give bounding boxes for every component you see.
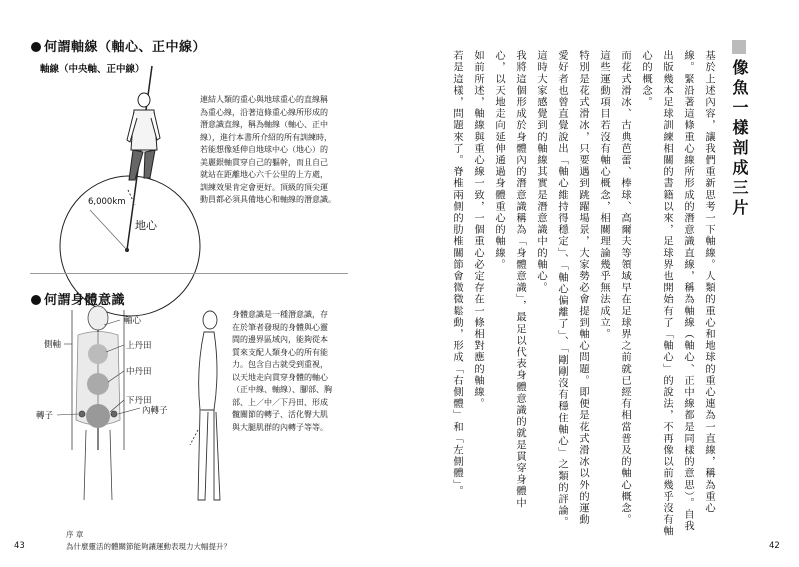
left-page <box>0 0 399 567</box>
text-column: 心的概念。 <box>640 50 652 108</box>
label-lower-dantian: 下丹田 <box>126 396 152 406</box>
text-column: 心，以天地走向延伸通過身體重心的軸線。 <box>493 50 505 271</box>
section-title-axis-line: 何謂軸線（軸心、正中線） <box>31 36 206 55</box>
text-column: 如前所述，軸線與重心線一致，一個重心必定存在一條相對應的軸線。 <box>472 50 484 410</box>
label-inner-rotor: 內轉子 <box>142 406 168 416</box>
earth-center-label: 地心 <box>135 219 157 232</box>
body-consciousness-figure <box>72 305 124 500</box>
heading-marker-icon <box>732 40 746 54</box>
body-consciousness-caption: 身體意識是一種潛意識，存 在於筆者發現的身體與心靈 間的邊界區域內，能夠從本 質來支配人類身心的所有能 力。包含自古就受到重視， 以天地走向貫穿身體的軸心 （正中線、軸線）、腳部、胸 部、上／中／下丹田、形成 髖關節的轉子、活化臀大肌 與大腿肌群的內轉子等等。 <box>232 310 332 432</box>
label-side-axis: 側軸 <box>44 340 62 350</box>
text-column: 特別是花式滑冰，只要遇到跳躍場景，大家勢必會提到軸心問題。即便是花式滑冰以外的運動 <box>577 50 589 526</box>
section-title-body-consciousness: 何謂身體意識 <box>31 289 125 308</box>
label-upper-dantian: 上丹田 <box>126 341 152 351</box>
page-number-right: 42 <box>769 541 780 551</box>
chapter-heading: 像魚一樣剖成三片 <box>728 40 751 219</box>
standing-man-icon <box>127 93 160 180</box>
footer-chapter: 序 章 <box>66 530 84 539</box>
section-divider <box>30 273 348 274</box>
page-number-left: 43 <box>14 541 25 551</box>
label-axis: 軸心 <box>124 316 142 326</box>
text-column: 而花式滑冰、古典芭蕾、棒球、高爾夫等領域早在足球界之前就已經有相當普及的軸心概念。 <box>619 50 631 526</box>
side-profile-figure <box>190 311 220 500</box>
text-column: 基於上述內容，讓我們重新思考一下軸線。人類的重心和地球的重心連為一直線，稱為重心 <box>703 50 715 514</box>
bullet-icon <box>31 295 41 305</box>
text-column: 愛好者也曾直覺說出「軸心維持得穩定」、「軸心偏離了」、「剛剛沒有穩住軸心」之類的評論。 <box>556 50 568 529</box>
footer-title: 為什麼靈活的體關節能夠讓運動表現力大幅提升？ <box>66 542 231 551</box>
axis-line-label: 軸線（中央軸、正中線） <box>40 64 145 75</box>
text-column: 線。緊沿著這條重心線所形成的潛意識直線，稱為軸線（軸心、正中線都是同樣的意思）。自我 <box>682 50 694 533</box>
text-column: 若是這樣，問題來了。脊椎兩側的肋椎關節會微微鬆動，形成「右側體」和「左側體」。 <box>451 50 463 498</box>
text-column: 出版幾本足球訓練相關的書籍以來，足球界也開始有了「軸心」的說法，不再像以前幾乎沒有軸 <box>661 50 673 538</box>
label-middle-dantian: 中丹田 <box>126 367 152 377</box>
axis-caption: 連結人類的重心與地球重心的直線稱 為重心線，沿著這條重心線所形成的 潛意識直線，稱為軸線（軸心、正中 線），進行本書所介紹的所有訓練時， 若能想像延伸自地球中心（地心）的 美麗銀軸貫穿自己的軀幹，而且自己 就站在距離地心六千公里的上方處， 訓練效果肯定會更好。頂級的頂尖運 動員都必須具備地心和軸線的潛意識。 <box>200 95 336 204</box>
text-column: 這時大家感覺到的軸線其實是潛意識中的軸心。 <box>535 50 547 294</box>
text-column: 這些運動項目若沒有軸心概念，相關理論幾乎無法成立。 <box>598 50 610 340</box>
text-column: 我將這個形成於身體內的潛意識稱為「身體意識」，最足以代表身體意識的就是貫穿身體中 <box>514 50 526 509</box>
label-rotor: 轉子 <box>36 411 54 421</box>
earth-distance-label: 6,000km <box>88 197 126 207</box>
